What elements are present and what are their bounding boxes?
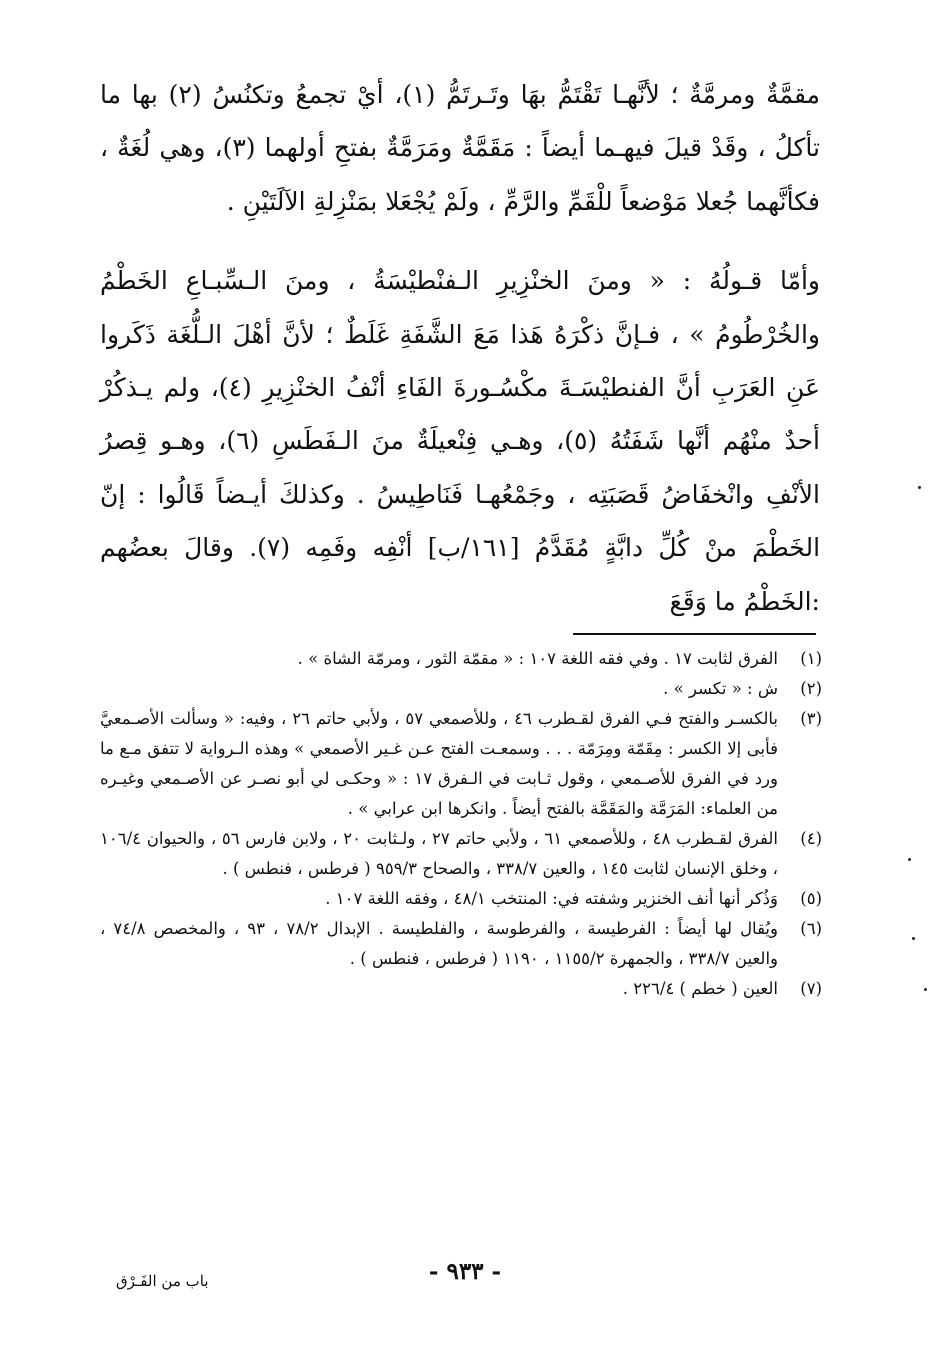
- footnote-number: (٣): [800, 709, 822, 728]
- footnote-text: ويُقال لها أيضاً : الفرطيسة ، والفرطوسة ، والفلطيسة . الإبدال ٧٨/٢ ، ٩٣ ، والمخصص ٧٤/٨ ، والعين ٣٣٨/٧ ، والجمهرة ١١٥٥/٢ ، ١١٩٠ ( فرطس ، فنطس ) .: [100, 919, 778, 968]
- footnote-4: [100, 824, 822, 884]
- footnote-text: الفرق لقـطرب ٤٨ ، وللأصمعي ٦١ ، ولأبي حاتم ٢٧ ، ولـثابت ٢٠ ، ولابن فارس ٥٦ ، والحيوان ١٠٦/٤ ، وخلق الإنسان لثابت ١٤٥ ، والعين ٣٣٨/٧ ، والصحاح ٩٥٩/٣ ( فرطس ، فنطس ) .: [100, 829, 778, 878]
- footnote-text: الفرق لثابت ١٧ . وفي فقه اللغة ١٠٧ : « مقمّة الثور ، ومرمّة الشاة » .: [297, 649, 778, 668]
- footnote-number: (٧): [800, 979, 822, 998]
- footnote-6: [100, 914, 822, 974]
- footnote-2: [100, 674, 822, 704]
- footnote-text: العين ( خطم ) ٢٢٦/٤ .: [622, 979, 778, 998]
- scan-speck: [908, 858, 911, 861]
- running-footer: باب من الفَـرْق: [116, 1272, 209, 1290]
- footnote-number: (٤): [800, 829, 822, 848]
- scan-speck: [918, 486, 921, 489]
- page-number: - ٩٣٣ -: [428, 1258, 502, 1285]
- footnote-3: [100, 704, 822, 824]
- footnotes: [100, 644, 822, 1004]
- footnote-text: وَذُكر أنها أنف الخنزير وشفته في: المنتخب ٤٨/١ ، وفقه اللغة ١٠٧ .: [325, 889, 778, 908]
- paragraph-1: مقمَّةٌ ومرمَّةٌ ؛ لأنَّهـا تَقْتَمُّ بهَا وتَـرتَمُّ (١)، أيْ تجمعُ وتكنُسُ (٢) بها ما تأكلُ ، وقَدْ قيلَ فيهـما أيضاً : مَقَمَّةٌ ومَرَمَّةٌ بفتحِ أولهما (٣)، وهي لُغَةٌ ، فكأنَّهما جُعلا مَوْضعاً للْقَمِّ والرَّمِّ ، ولَمْ يُجْعَلا بمَنْزِلةِ الآلَتَيْنِ .: [100, 80, 821, 216]
- footnote-number: (٦): [800, 919, 822, 938]
- footnote-text: ش : « تكسر » .: [663, 679, 778, 698]
- footnote-number: (٥): [800, 889, 822, 908]
- footnote-text: بالكسـر والفتح فـي الفرق لقـطرب ٤٦ ، وللأصمعي ٥٧ ، ولأبي حاتم ٢٦ ، وفيه: « وسألت الأصـمعيَّ فأبى إلا الكسر : مِقَمّة ومِرَمّة . . . وسمعـت الفتح عـن غـير الأصمعي » وهذه الـرواية لا تتفق مـع ما ورد في الفرق للأصـمعي ، وقول ثـابت في الـفرق ١٧ : « وحكـى لي أبو نصـر عن الأصـمعي وغيـره من العلماء: المَرَمَّة والمَقَمَّة بالفتح أيضاً . وانكرها ابن عرابي » .: [100, 709, 778, 818]
- footnote-5: [100, 884, 822, 914]
- main-text: [100, 68, 820, 628]
- scan-speck: [924, 988, 927, 991]
- footnote-7: [100, 974, 822, 1004]
- footnote-number: (١): [800, 649, 822, 668]
- paragraph-2: وأمّا قـولُهُ : « ومنَ الخنْزِيرِ الـفنْطيْسَةُ ، ومنَ الـسِّبـاعِ الخَطْمُ والخُرْطُومُ » ، فـإنَّ ذكْرَهُ هَذا مَعَ الشَّفَةِ غَلَطٌ ؛ لأنَّ أهْلَ الـلُّغَة ذَكَروا عَنِ العَرَبِ أنَّ الفنطيْسَـةَ مكْسُـورةَ الفَاءِ أنْفُ الخنْزِيرِ (٤)، ولم يـذكُرْ أحدٌ منْهُم أنَّها شَفَتُهُ (٥)، وهـي فِنْعيلَةٌ منَ الـفَطَسِ (٦)، وهـو قِصرُ الأنْفِ وانْخفَاضُ قَصَبَتِه ، وجَمْعُهـا فَنَاطِيسُ . وكذلكَ أيـضاً قَالُوا : إنّ الخَطْمَ منْ كُلِّ دابَّةٍ مُقَدَّمُ [١٦١/ب] أنْفِه وفَمِه (٧). وقالَ بعضُهم :الخَطْمُ ما وَقَعَ: [100, 266, 821, 616]
- footnote-divider: [573, 633, 816, 635]
- footnote-1: [100, 644, 822, 674]
- footnote-number: (٢): [800, 679, 822, 698]
- scan-speck: [912, 937, 915, 940]
